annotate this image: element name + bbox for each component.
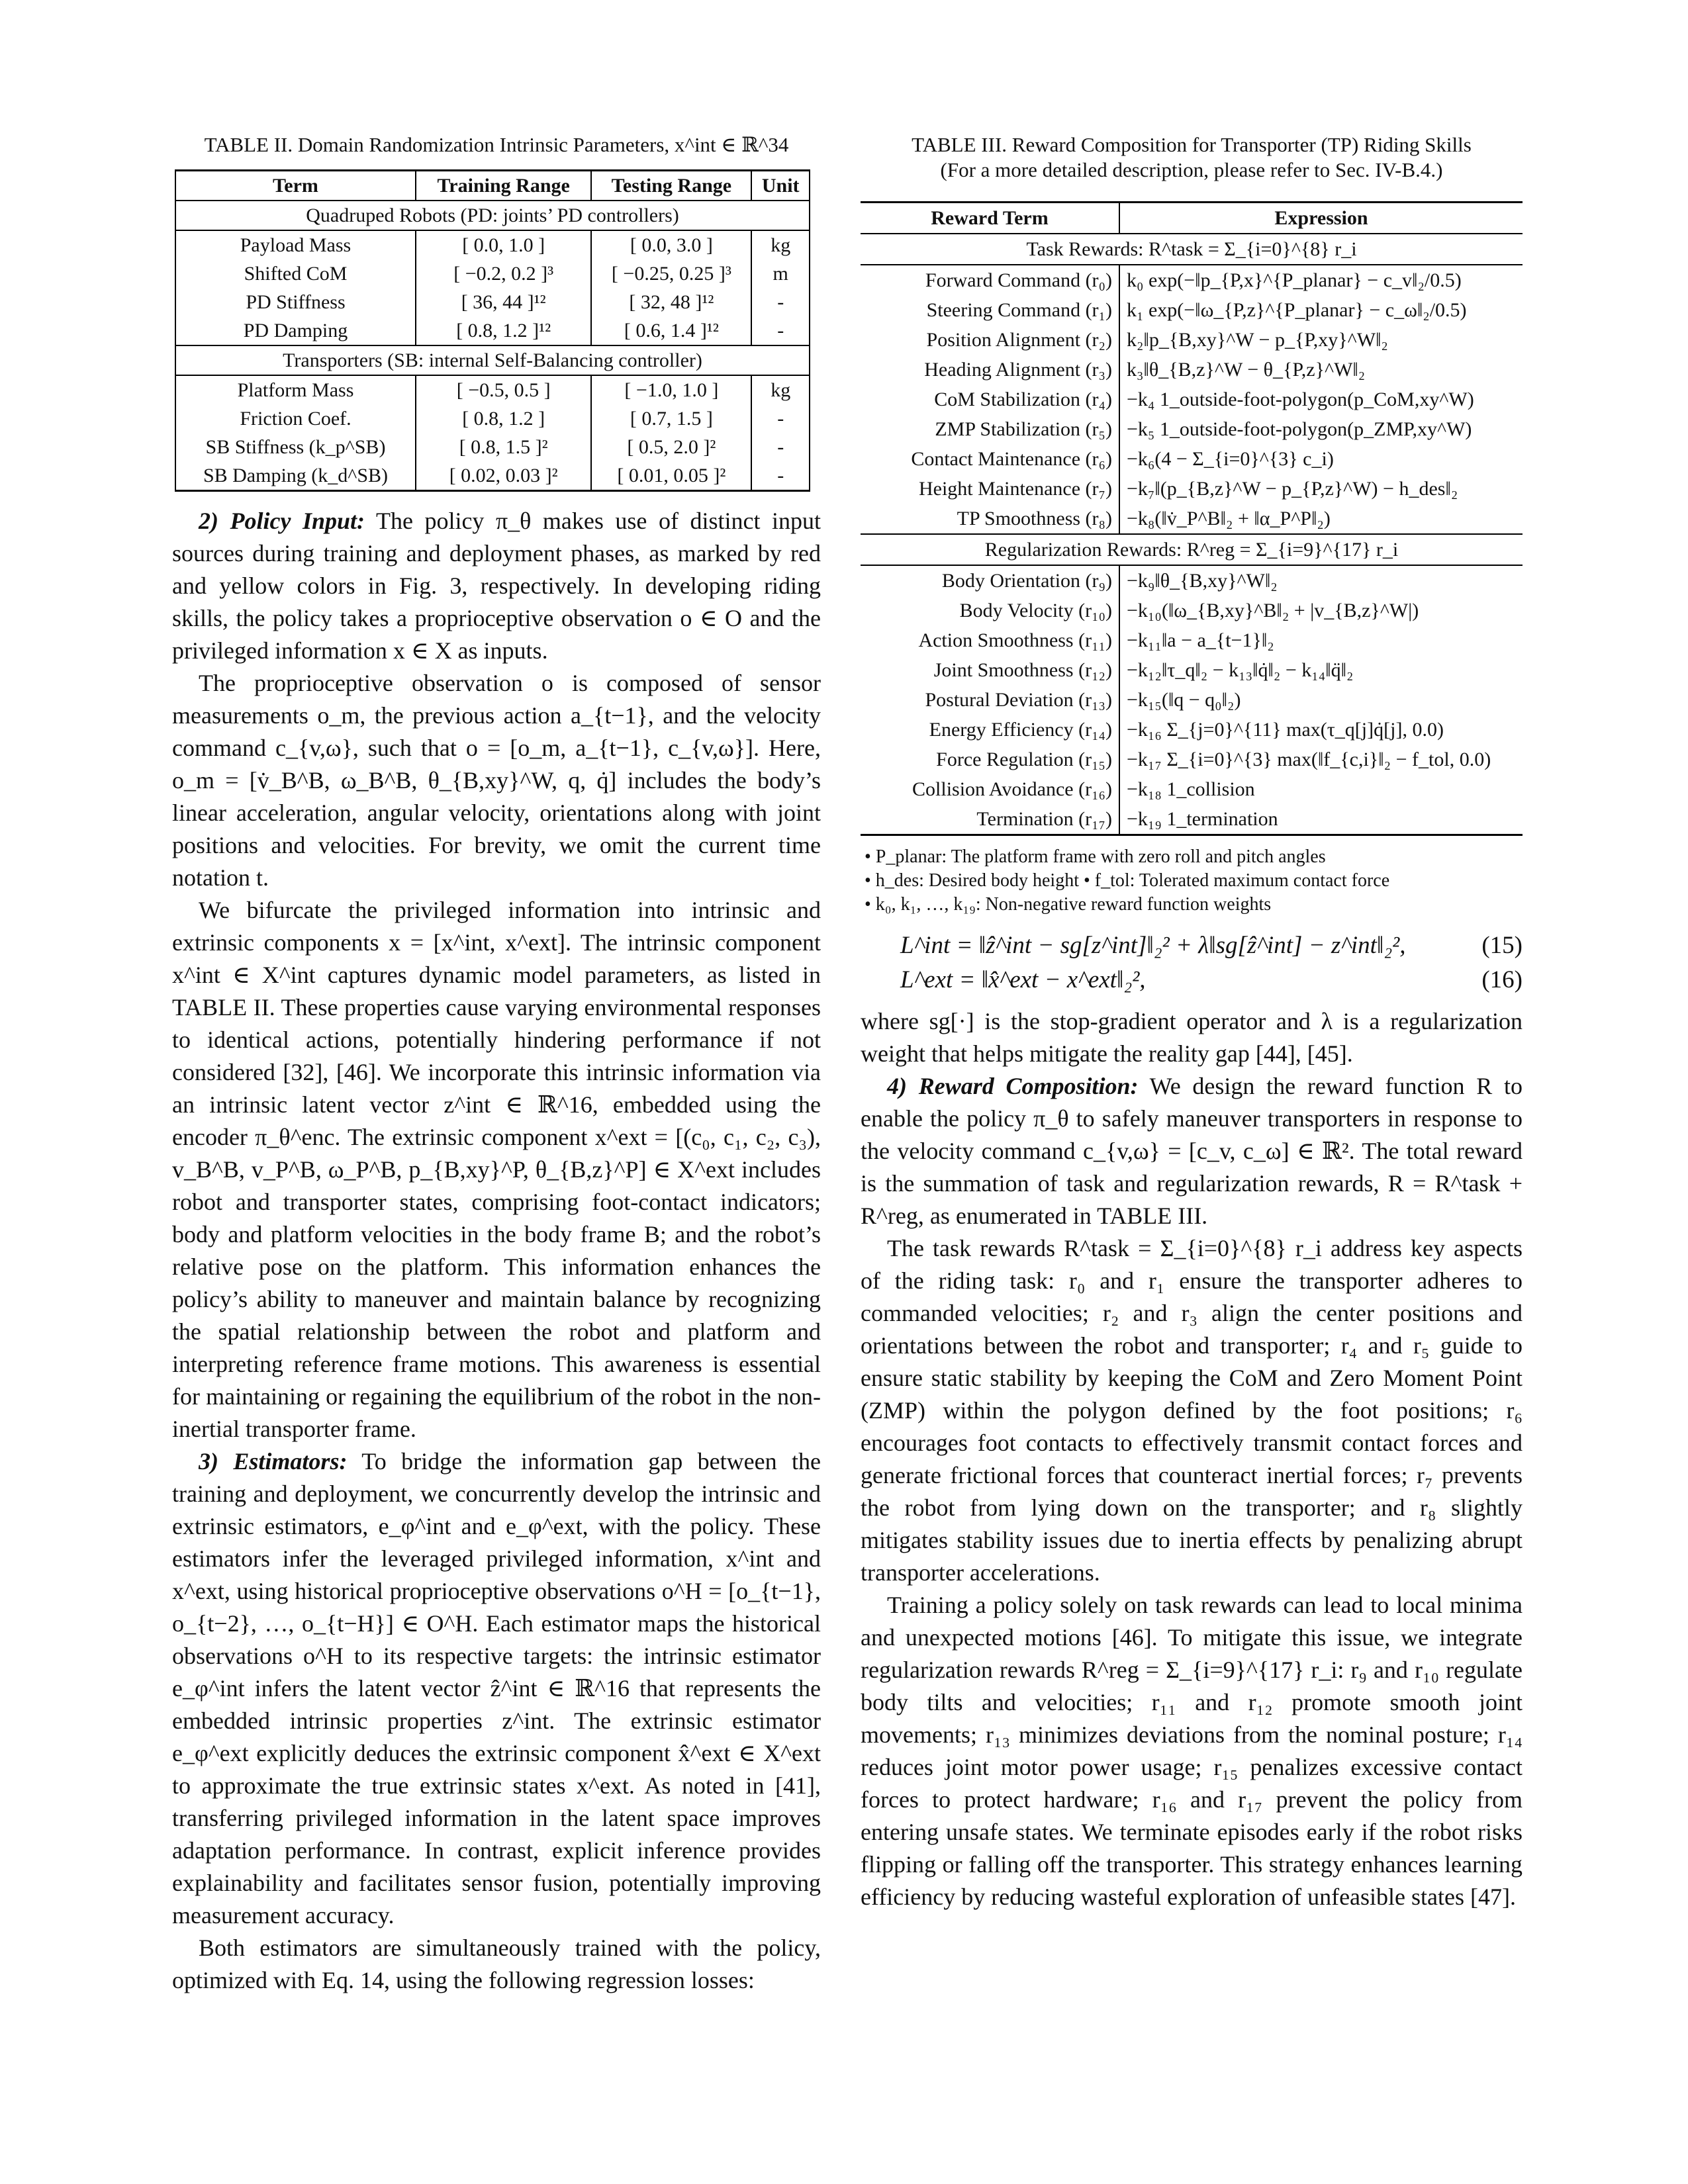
cell-term: Contact Maintenance (r₆) (861, 444, 1119, 474)
cell-unit: - (751, 288, 810, 316)
estimators-paragraph (172, 1445, 821, 1932)
equation-16-text: L^ext = ‖x̂^ext − x^ext‖₂², (900, 966, 1146, 993)
paragraph-text: The policy π_θ makes use of distinct input sources during training and deployment phases, as marked by red and yellow colors in Fig. 3, respectively. In developing riding skills, the policy takes a proprioceptive observation o ∈ O and the privileged information x ∈ X as inputs. (172, 508, 821, 664)
cell-expression: −k₇‖(p_{B,z}^W − p_{P,z}^W) − h_des‖₂ (1127, 478, 1458, 500)
table2-section-quadruped: Quadruped Robots (PD: joints’ PD controllers) (175, 201, 810, 230)
table3-header-expression: Expression (1119, 203, 1523, 234)
cell-train: [ 0.8, 1.5 ]² (416, 433, 591, 461)
paragraph: Training a policy solely on task rewards can lead to local minima and unexpected motions [46]. To mitigate this issue, we integrate regularization rewards R^reg = Σ_{i=9}^{17} r_i: r₉ and r₁₀ regulate body tilts and velocities; r₁₁ and r₁₂ promote smooth joint movements; r₁₃ minimizes deviations from the nominal posture; r₁₄ reduces joint motor power usage; r₁₅ penalizes excessive contact forces to protect hardware; r₁₆ and r₁₇ prevent the policy from entering unsafe states. We terminate episodes early if the robot risks flipping or falling off the transporter. This strategy enhances learning efficiency by reducing wasteful exploration of unfeasible states [47]. (861, 1592, 1523, 1910)
table-row (861, 265, 1523, 295)
cell-expression: k₀ exp(−‖p_{P,x}^{P_planar} − c_v‖₂/0.5) (1127, 269, 1462, 291)
table-row (861, 355, 1523, 385)
paragraph-text: To bridge the information gap between the training and deployment, we concurrently develop the intrinsic and extrinsic estimators, e_φ^int and e_φ^ext, with the policy. These estimators infer the leveraged privileged information, x^int and x^ext, using historical proprioceptive observations o^H = [o_{t−1}, o_{t−2}, …, o_{t−H}] ∈ O^H. Each estimator maps the historical observations o^H to its respective targets: the intrinsic estimator e_φ^int infers the latent vector ẑ^int ∈ ℝ^16 that represents the embedded intrinsic properties z^int. The extrinsic estimator e_φ^ext explicitly deduces the extrinsic component x̂^ext ∈ X^ext to approximate the true extrinsic states x^ext. As noted in [41], transferring privileged information in the latent space improves adaptation performance. In contrast, explicit inference provides explainability and facilitates sensor fusion, potentially improving measurement accuracy. (172, 1448, 821, 1929)
table3-note: • k₀, k₁, …, k₁₉: Non-negative reward function weights (865, 894, 1272, 915)
table-row (175, 461, 810, 491)
cell-term: Force Regulation (r₁₅) (861, 745, 1119, 774)
table2 (175, 169, 810, 492)
table-row (861, 414, 1523, 444)
cell-term: CoM Stabilization (r₄) (861, 385, 1119, 414)
cell-unit: m (751, 259, 810, 288)
table3-caption-line2: (For a more detailed description, please refer to Sec. IV-B.4.) (940, 158, 1443, 181)
cell-train: [ −0.2, 0.2 ]³ (416, 259, 591, 288)
table-row (175, 375, 810, 404)
cell-train: [ 0.02, 0.03 ]² (416, 461, 591, 491)
table-row (861, 774, 1523, 804)
cell-term: Platform Mass (175, 375, 416, 404)
table-row (861, 715, 1523, 745)
cell-term: SB Damping (k_d^SB) (175, 461, 416, 491)
table3-note: • h_des: Desired body height • f_tol: Tolerated maximum contact force (865, 870, 1390, 891)
cell-unit: - (751, 461, 810, 491)
cell-test: [ 0.6, 1.4 ]¹² (591, 316, 751, 345)
cell-unit: - (751, 433, 810, 461)
cell-expression: −k₉‖θ_{B,xy}^W‖₂ (1127, 570, 1278, 592)
table2-header-term: Term (175, 171, 416, 201)
cell-expression: −k₁₁‖a − a_{t−1}‖₂ (1127, 629, 1274, 651)
table2-header-train: Training Range (416, 171, 591, 201)
subsection-heading (199, 508, 365, 534)
cell-expression: k₁ exp(−‖ω_{P,z}^{P_planar} − c_ω‖₂/0.5) (1127, 299, 1467, 321)
table2-header-unit: Unit (751, 171, 810, 201)
cell-unit: kg (751, 375, 810, 404)
cell-term: Joint Smoothness (r₁₂) (861, 655, 1119, 685)
cell-term: Action Smoothness (r₁₁) (861, 625, 1119, 655)
table3-section-regularization: Regularization Rewards: R^reg = Σ_{i=9}^{17} r_i (861, 534, 1523, 565)
paragraph: Both estimators are simultaneously trained with the policy, optimized with Eq. 14, using the following regression losses: (172, 1934, 821, 1993)
table3-section-task: Task Rewards: R^task = Σ_{i=0}^{8} r_i (861, 234, 1523, 265)
cell-expression: k₃‖θ_{B,z}^W − θ_{P,z}^W‖₂ (1127, 359, 1366, 381)
cell-expression: −k₁₇ Σ_{i=0}^{3} max(‖f_{c,i}‖₂ − f_tol, 0.0) (1127, 749, 1491, 770)
equation-15 (861, 929, 1523, 963)
subsection-heading (199, 1448, 347, 1475)
cell-test: [ 0.01, 0.05 ]² (591, 461, 751, 491)
table-row (861, 444, 1523, 474)
cell-term: Postural Deviation (r₁₃) (861, 685, 1119, 715)
cell-term: Termination (r₁₇) (861, 804, 1119, 835)
table2-caption: TABLE II. Domain Randomization Intrinsic Parameters, x^int ∈ ℝ^34 (204, 133, 789, 156)
cell-test: [ 0.7, 1.5 ] (591, 404, 751, 433)
cell-term: Position Alignment (r₂) (861, 325, 1119, 355)
cell-expression: −k₁₉ 1_termination (1119, 804, 1523, 835)
table-row (175, 433, 810, 461)
cell-train: [ 36, 44 ]¹² (416, 288, 591, 316)
cell-term: Body Orientation (r₉) (861, 565, 1119, 596)
cell-expression: −k₁₀(‖ω_{B,xy}^B‖₂ + |v_{B,z}^W|) (1127, 600, 1419, 621)
reward-composition-heading: 4) Reward Composition: (887, 1073, 1139, 1099)
table-row (861, 474, 1523, 504)
cell-term: PD Stiffness (175, 288, 416, 316)
equation-15-text: L^int = ‖ẑ^int − sg[z^int]‖₂² + λ‖sg[ẑ^int] − z^int‖₂², (900, 932, 1406, 959)
table-row (861, 655, 1523, 685)
cell-expression: −k₈(‖v̇_P^B‖₂ + ‖α_P^P‖₂) (1127, 508, 1331, 529)
reward-composition-paragraph (861, 1070, 1523, 1232)
table-row (861, 565, 1523, 596)
right-column (861, 132, 1523, 1913)
cell-train: [ 0.8, 1.2 ] (416, 404, 591, 433)
table2-header-test: Testing Range (591, 171, 751, 201)
table2-section-transporters: Transporters (SB: internal Self-Balancing controller) (175, 345, 810, 375)
cell-term: Energy Efficiency (r₁₄) (861, 715, 1119, 745)
cell-unit: - (751, 316, 810, 345)
cell-term: Friction Coef. (175, 404, 416, 433)
subsection-heading (887, 1073, 1139, 1099)
cell-term: Shifted CoM (175, 259, 416, 288)
table-row (861, 596, 1523, 625)
table-row (175, 404, 810, 433)
table3-notes (865, 845, 1523, 917)
table-row (175, 230, 810, 259)
cell-term: Payload Mass (175, 230, 416, 259)
table-row (861, 625, 1523, 655)
cell-term: PD Damping (175, 316, 416, 345)
cell-term: Forward Command (r₀) (861, 265, 1119, 295)
table-row (861, 745, 1523, 774)
table-row (175, 316, 810, 345)
left-column (172, 132, 821, 1997)
cell-unit: - (751, 404, 810, 433)
cell-test: [ −1.0, 1.0 ] (591, 375, 751, 404)
paragraph-text: We design the reward function R to enable the policy π_θ to safely maneuver transporters in response to the velocity command c_{v,ω} = [c_v, c_ω] ∈ ℝ². The total reward is the summation of task and regularization rewards, R = R^task + R^reg, as enumerated in TABLE III. (861, 1073, 1523, 1229)
cell-train: [ 0.0, 1.0 ] (416, 230, 591, 259)
table-row (861, 685, 1523, 715)
cell-term: TP Smoothness (r₈) (861, 504, 1119, 534)
cell-train: [ −0.5, 0.5 ] (416, 375, 591, 404)
table-row (175, 259, 810, 288)
equation-16 (861, 963, 1523, 997)
table-row (861, 504, 1523, 534)
table3-caption-line1: TABLE III. Reward Composition for Transporter (TP) Riding Skills (912, 133, 1472, 156)
paragraph: The proprioceptive observation o is composed of sensor measurements o_m, the previous action a_{t−1}, and the velocity command c_{v,ω}, such that o = [o_m, a_{t−1}, c_{v,ω}]. Here, o_m = [v̇_B^B, ω_B^B, θ_{B,xy}^W, q, q̇] includes the body’s linear acceleration, angular velocity, orientations along with joint positions and velocities. For brevity, we omit the current time notation t. (172, 670, 821, 891)
table-row (175, 288, 810, 316)
cell-expression: −k₄ 1_outside-foot-polygon(p_CoM,xy^W) (1127, 388, 1474, 410)
policy-input-heading: 2) Policy Input: (199, 508, 365, 534)
table3-note: • P_planar: The platform frame with zero roll and pitch angles (865, 846, 1326, 867)
cell-expression: k₂‖p_{B,xy}^W − p_{P,xy}^W‖₂ (1127, 329, 1388, 351)
cell-term: Heading Alignment (r₃) (861, 355, 1119, 385)
table-row (861, 804, 1523, 835)
cell-term: Body Velocity (r₁₀) (861, 596, 1119, 625)
cell-test: [ 0.0, 3.0 ] (591, 230, 751, 259)
cell-term: Collision Avoidance (r₁₆) (861, 774, 1119, 804)
cell-unit: kg (751, 230, 810, 259)
estimators-heading: 3) Estimators: (199, 1448, 348, 1475)
table-row (861, 295, 1523, 325)
table-row (861, 325, 1523, 355)
paragraph: The task rewards R^task = Σ_{i=0}^{8} r_i address key aspects of the riding task: r₀ and r₁ ensure the transporter adheres to commanded velocities; r₂ and r₃ align the center positions and orientations between the robot and transporter; r₄ and r₅ guide to ensure static stability by keeping the CoM and Zero Moment Point (ZMP) within the polygon defined by the foot positions; r₆ encourages foot contacts to effectively transmit contact forces and generate frictional forces that counteract inertial forces; r₇ prevents the robot from lying down on the transporter; and r₈ slightly mitigates stability issues due to inertia effects by penalizing abrupt transporter accelerations. (861, 1235, 1523, 1586)
cell-expression: −k₁₈ 1_collision (1127, 778, 1255, 800)
cell-expression: −k₁₂‖τ_q‖₂ − k₁₃‖q̇‖₂ − k₁₄‖q̈‖₂ (1127, 659, 1354, 681)
cell-expression: −k₁₅(‖q − q₀‖₂) (1127, 689, 1241, 711)
table3-header-term: Reward Term (861, 203, 1119, 234)
equation-15-number: (15) (1481, 932, 1523, 959)
table3-caption (861, 132, 1523, 183)
paragraph: where sg[·] is the stop-gradient operator and λ is a regularization weight that helps mitigate the reality gap [44], [45]. (861, 1008, 1523, 1067)
cell-train: [ 0.8, 1.2 ]¹² (416, 316, 591, 345)
cell-term: Steering Command (r₁) (861, 295, 1119, 325)
cell-expression: −k₅ 1_outside-foot-polygon(p_ZMP,xy^W) (1127, 418, 1472, 440)
table-row (861, 385, 1523, 414)
cell-test: [ −0.25, 0.25 ]³ (591, 259, 751, 288)
table3 (861, 201, 1523, 836)
policy-input-paragraph (172, 505, 821, 667)
equation-16-number: (16) (1481, 966, 1523, 993)
cell-term: ZMP Stabilization (r₅) (861, 414, 1119, 444)
paragraph: We bifurcate the privileged information into intrinsic and extrinsic components x = [x^int, x^ext]. The intrinsic component x^int ∈ X^int captures dynamic model parameters, as listed in TABLE II. These properties cause varying environmental responses to identical actions, potentially hindering performance if not considered [32], [46]. We incorporate this intrinsic information via an intrinsic latent vector z^int ∈ ℝ^16, embedded using the encoder π_θ^enc. The extrinsic component x^ext = [(c₀, c₁, c₂, c₃), v_B^B, v_P^B, ω_P^B, p_{B,xy}^P, θ_{B,z}^P] ∈ X^ext includes robot and transporter states, comprising foot-contact indicators; body and platform velocities in the body frame B; and the robot’s relative pose on the platform. This information enhances the policy’s ability to maneuver and maintain balance by recognizing the spatial relationship between the robot and platform and interpreting reference frame motions. This awareness is essential for maintaining or regaining the equilibrium of the robot in the non-inertial transporter frame. (172, 897, 821, 1442)
cell-expression: −k₁₆ Σ_{j=0}^{11} max(τ_q[j]q̇[j], 0.0) (1127, 719, 1444, 741)
cell-expression: −k₆(4 − Σ_{i=0}^{3} c_i) (1127, 448, 1334, 470)
cell-term: SB Stiffness (k_p^SB) (175, 433, 416, 461)
cell-test: [ 0.5, 2.0 ]² (591, 433, 751, 461)
cell-test: [ 32, 48 ]¹² (591, 288, 751, 316)
cell-term: Height Maintenance (r₇) (861, 474, 1119, 504)
